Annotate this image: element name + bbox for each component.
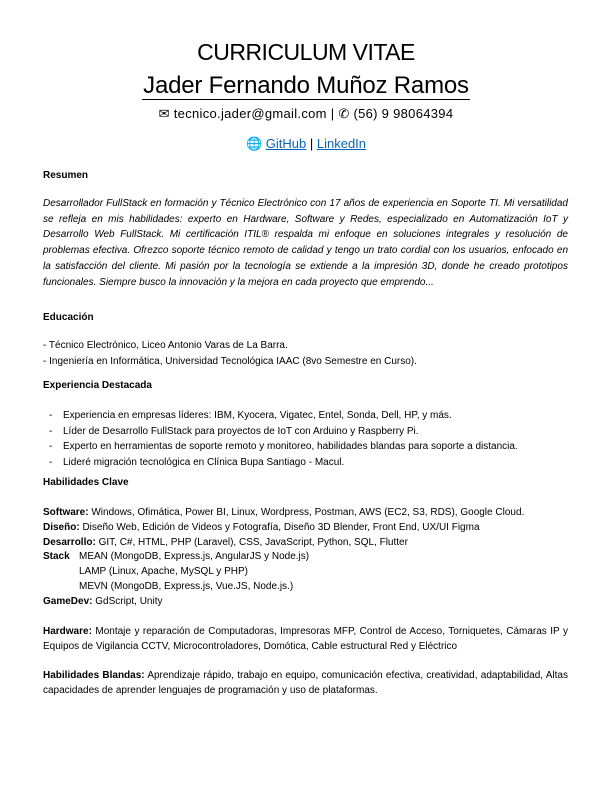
- diseno-value: Diseño Web, Edición de Videos y Fotografía, Diseño 3D Blender, Front End, UX/UI Figma: [82, 521, 480, 533]
- desarrollo-value: GIT, C#, HTML, PHP (Laravel), CSS, JavaScript, Python, SQL, Flutter: [98, 536, 408, 548]
- list-item: - Técnico Electrónico, Liceo Antonio Varas de La Barra.: [43, 340, 288, 351]
- blandas-value: Aprendizaje rápido, trabajo en equipo, comunicación efectiva, creatividad, adaptabilidad, Altas capacidades de aprender lenguajes de programación y uso de plataformas.: [43, 670, 568, 696]
- list-item: - Líder de Desarrollo FullStack para proyectos de IoT con Arduino y Raspberry Pi.: [43, 424, 568, 440]
- gamedev-label: GameDev:: [43, 595, 93, 607]
- phone-icon: ✆: [338, 106, 350, 121]
- experiencia-list: [43, 408, 568, 470]
- blandas-label: Habilidades Blandas:: [43, 670, 145, 681]
- hardware-value: Montaje y reparación de Computadoras, Impresoras MFP, Control de Acceso, Torniquetes, Cámaras IP y Equipos de Vigilancia CCTV, Microcontroladores, Domótica, Cable estructural Red y Eléctrico: [43, 626, 569, 652]
- globe-icon: 🌐: [245, 136, 263, 151]
- contact-line: [0, 106, 612, 122]
- list-item: - Lideré migración tecnológica en Clínica Bupa Santiago - Macul.: [43, 455, 568, 471]
- stack-value: MEVN (MongoDB, Express.js, Vue.JS, Node.js.): [79, 580, 294, 592]
- educacion-list: [43, 338, 568, 369]
- resumen-heading: Resumen: [43, 170, 89, 181]
- list-item: - Ingeniería en Informática, Universidad Tecnológica IAAC (8vo Semestre en Curso).: [43, 355, 417, 367]
- email-icon: ✉: [158, 106, 170, 121]
- hardware-label: Hardware:: [43, 626, 92, 637]
- stack-value: MEAN (MongoDB, Express.js, AngularJS y Node.js): [79, 551, 310, 563]
- candidate-name: [0, 72, 612, 100]
- stack-value: LAMP (Linux, Apache, MySQL y PHP): [79, 566, 248, 578]
- stack-label: Stack: [43, 551, 70, 563]
- linkedin-link[interactable]: LinkedIn: [316, 136, 367, 151]
- resumen-text: Desarrollador FullStack en formación y Técnico Electrónico con 17 años de experiencia en Soporte TI. Mi versatilidad se refleja en mis habilidades: experto en Hardware, Software y Redes, especializado en Automatización IoT y Desarrollo Web FullStack. Mi certificación ITIL® respalda mi enfoque en soluciones integrales y resolución de problemas efectiva. Ofrezco soporte técnico remoto de calidad y tengo un trato cordial con los usuarios, enfocado en la satisfacción del cliente. Mi pasión por la tecnología se extiende a la impresión 3D, donde he creado prototipos funcionales. Siempre busco la innovación y la mejora en cada proyecto que emprendo...: [43, 198, 568, 288]
- candidate-name-text: Jader Fernando Muñoz Ramos: [143, 72, 469, 99]
- list-item: - Experto en herramientas de soporte remoto y monitoreo, habilidades blandas para soporte a distancia.: [43, 439, 568, 455]
- skills-list: [43, 505, 568, 609]
- hardware-paragraph: [43, 624, 568, 654]
- experiencia-heading: Experiencia Destacada: [43, 380, 152, 391]
- diseno-label: Diseño:: [43, 521, 80, 533]
- software-label: Software:: [43, 507, 89, 518]
- separator: |: [309, 136, 314, 151]
- software-value: Windows, Ofimática, Power BI, Linux, Wordpress, Postman, AWS (EC2, S3, RDS), Google Cloud.: [91, 507, 525, 518]
- list-item: - Experiencia en empresas líderes: IBM, Kyocera, Vigatec, Entel, Sonda, Dell, HP, y más.: [43, 408, 568, 424]
- document-title: CURRICULUM VITAE: [197, 39, 415, 65]
- educacion-heading: Educación: [43, 312, 94, 323]
- phone-text: (56) 9 98064394: [353, 106, 454, 121]
- github-link[interactable]: GitHub: [265, 136, 307, 151]
- gamedev-value: GdScript, Unity: [95, 595, 163, 607]
- links-line: [0, 136, 612, 152]
- blandas-paragraph: [43, 668, 568, 698]
- desarrollo-label: Desarrollo:: [43, 536, 96, 548]
- habilidades-heading: Habilidades Clave: [43, 477, 129, 488]
- email-text: tecnico.jader@gmail.com: [173, 106, 327, 121]
- separator: |: [330, 106, 335, 121]
